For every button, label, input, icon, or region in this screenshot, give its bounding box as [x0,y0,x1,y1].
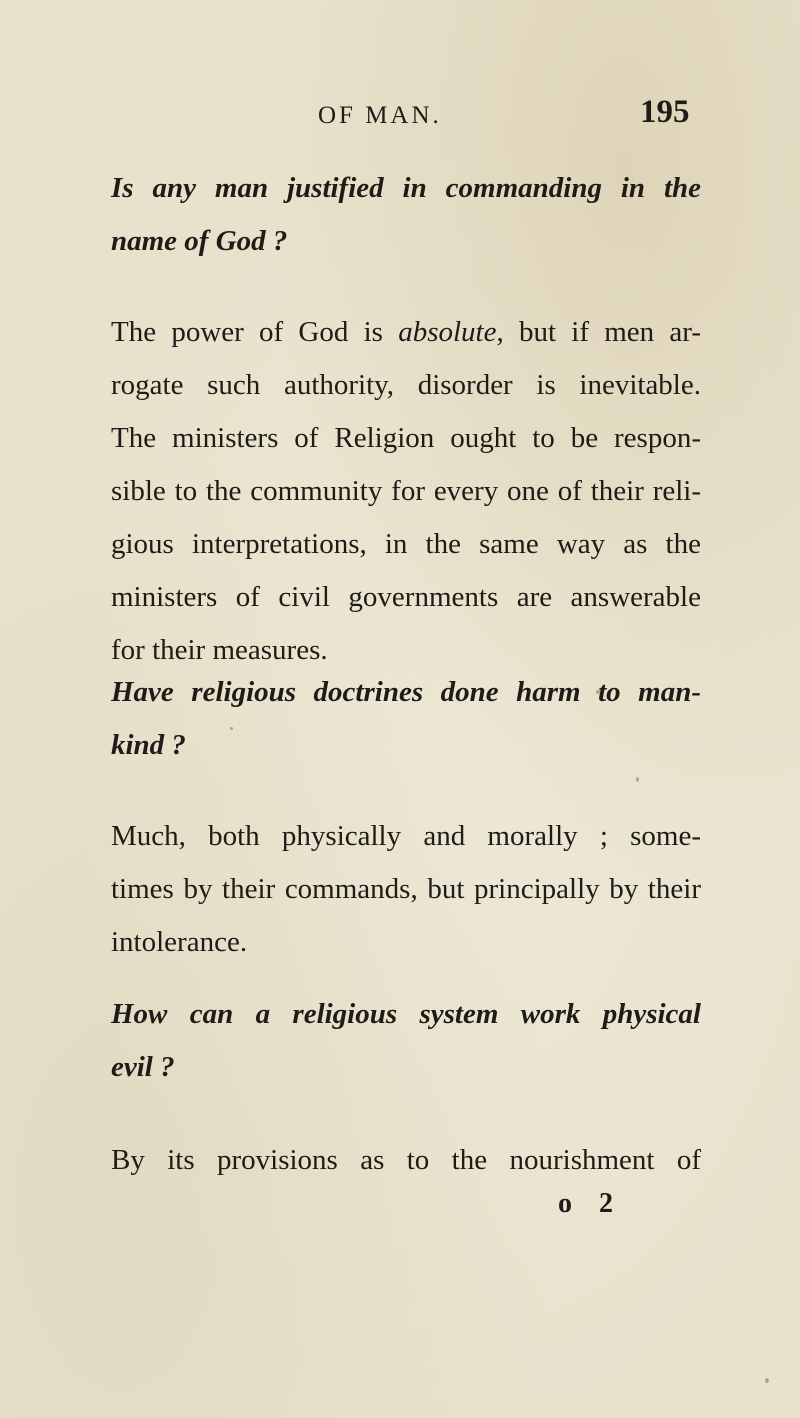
question-2-line-2: kind ? [111,729,186,761]
question-1-line-1: Is any man justified in commanding in the [111,172,701,204]
page-number: 195 [640,94,690,130]
question-2-line-1: Have religious doctrines done harm to man- [111,676,701,708]
paper-speck [596,690,600,694]
answer-1-emphasis: absolute [398,316,497,348]
answer-1-line-2: rogate such authority, disorder is inevitable. [111,369,701,401]
answer-2 [111,810,701,969]
answer-3 [111,1134,701,1187]
answer-1-line-6: ministers of civil governments are answerable [111,581,701,613]
answer-1-line-1 [111,306,701,359]
question-3-line-2: evil ? [111,1051,175,1083]
paper-speck [636,777,639,782]
running-head: OF MAN. [318,102,442,129]
paper-speck [765,1378,769,1383]
signature-mark: o 2 [558,1188,623,1219]
question-2 [111,666,701,772]
answer-2-line-3: intolerance. [111,926,248,958]
question-3 [111,988,701,1094]
answer-1 [111,306,701,677]
answer-1-line-7: for their measures. [111,634,328,666]
answer-3-line-1: By its provisions as to the nourishment of [111,1144,701,1176]
answer-1-line-1-start: The power of God is [111,316,399,348]
question-1 [111,162,701,268]
question-1-line-2: name of God ? [111,225,288,257]
question-3-line-1: How can a religious system work physical [111,998,701,1030]
answer-2-line-2: times by their commands, but principally by their [111,873,701,905]
answer-1-line-4: sible to the community for every one of their reli- [111,475,701,507]
paper-speck [230,727,233,730]
answer-1-line-3: The ministers of Religion ought to be respon- [111,422,701,454]
answer-1-line-5: gious interpretations, in the same way as the [111,528,701,560]
answer-2-line-1: Much, both physically and morally ; some- [111,820,701,852]
answer-1-line-1-end: , but if men ar- [496,316,701,348]
